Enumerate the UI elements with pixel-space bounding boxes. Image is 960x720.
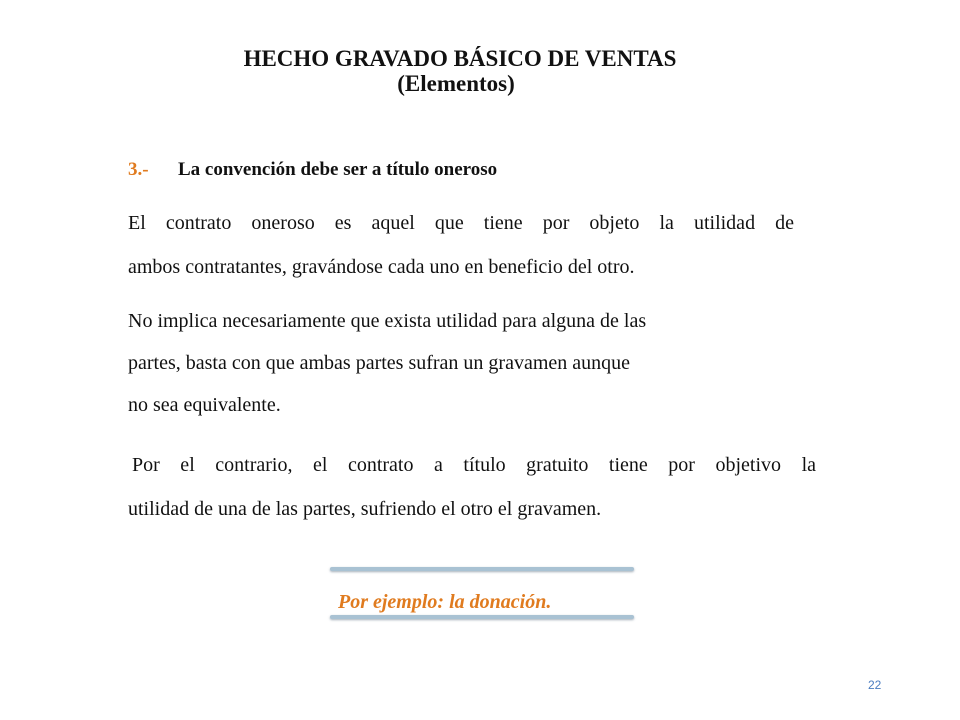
paragraph-line: utilidad de una de las partes, sufriendo el otro el gravamen.	[128, 498, 602, 520]
paragraph-gratuitous-contrast	[128, 443, 816, 531]
page-number: 22	[868, 678, 882, 692]
callout-bottom-rule	[330, 615, 634, 619]
paragraph-line: El contrato oneroso es aquel que tiene por objeto la utilidad de	[128, 212, 794, 234]
example-text: Por ejemplo: la donación.	[338, 591, 552, 613]
paragraph-utility-note	[128, 300, 768, 426]
slide-subtitle: (Elementos)	[397, 71, 515, 96]
paragraph-line: no sea equivalente.	[128, 394, 281, 416]
example-callout	[326, 562, 638, 624]
section-heading	[128, 159, 497, 181]
section-heading-text: La convención debe ser a título oneroso	[178, 159, 498, 180]
paragraph-line: No implica necesariamente que exista utilidad para alguna de las	[128, 310, 647, 332]
section-number: 3.-	[128, 159, 149, 180]
paragraph-line: ambos contratantes, gravándose cada uno en beneficio del otro.	[128, 256, 635, 278]
slide-title: HECHO GRAVADO BÁSICO DE VENTAS	[243, 46, 677, 71]
callout-top-rule	[330, 567, 634, 571]
paragraph-onerous-definition	[128, 201, 794, 289]
paragraph-line: partes, basta con que ambas partes sufran un gravamen aunque	[128, 352, 631, 374]
paragraph-line: Por el contrario, el contrato a título gratuito tiene por objetivo la	[132, 454, 816, 476]
